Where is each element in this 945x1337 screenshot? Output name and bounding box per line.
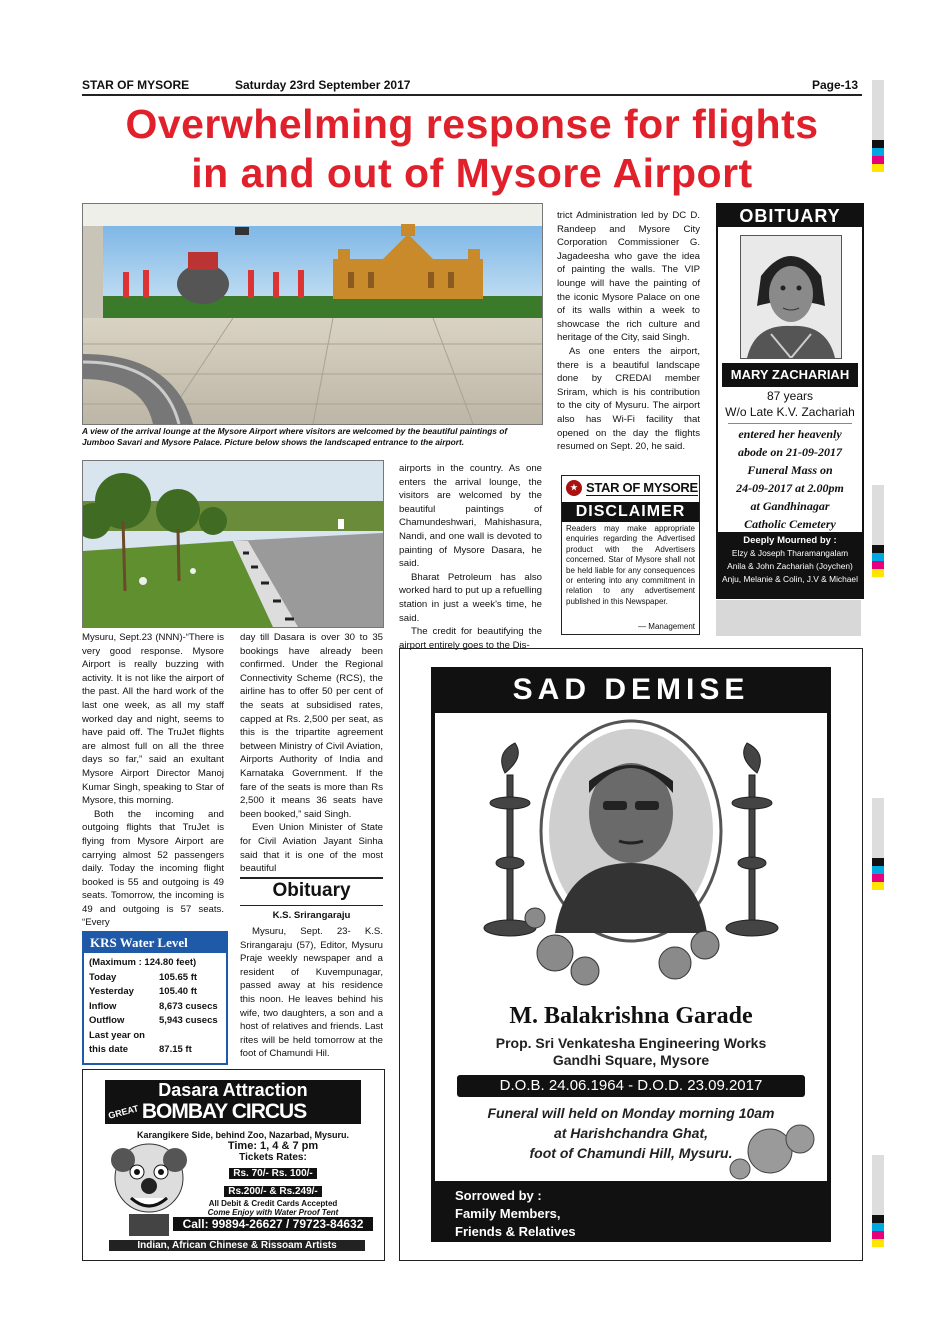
krs-label: this date [89, 1044, 129, 1055]
article-column-2 [240, 631, 383, 876]
circus-phone: Call: 99894-26627 / 79723-84632 [173, 1217, 373, 1231]
krs-label: Yesterday [89, 986, 134, 997]
photo-caption: A view of the arrival lounge at the Mysore Airport where visitors are welcomed by the beautiful paintings of Jumboo Savari and Mysore Palace. Picture below shows the landscaped entrance to the airport. [82, 426, 508, 447]
demise-title: SAD DEMISE [512, 673, 750, 706]
circus-attraction: Dasara Attraction [105, 1080, 361, 1100]
obituary-box [716, 203, 864, 599]
krs-value: 105.65 ft [159, 971, 198, 983]
disclaimer-sign: — Management [638, 622, 695, 631]
krs-value: 8,673 cusecs [159, 1000, 218, 1012]
circus-name: BOMBAY CIRCUS [141, 1100, 307, 1123]
sorrowed-by: Family Members, [455, 1206, 561, 1221]
krs-label: Outflow [89, 1015, 125, 1026]
arrival-lounge-photo [82, 203, 543, 425]
circus-rates-title: Tickets Rates: [239, 1152, 307, 1163]
article-paragraph: airports in the country. As one enters the arrival lounge, the visitors are welcomed by the beautiful paintings of Chamundeshwari, Mahishasura, Nandi, and one wall is devoted to painting of Mysore Dasara, he said. [399, 463, 542, 570]
circus-time: Time: 1, 4 & 7 pm [227, 1140, 319, 1152]
mourned-by: Anju, Melanie & Colin, J.V & Michael [722, 574, 858, 584]
registration-marks [872, 1155, 884, 1247]
obituary-detail: Funeral Mass on [747, 463, 833, 477]
krs-value: 87.15 ft [159, 1044, 192, 1055]
registration-marks [872, 80, 884, 172]
article-column-4 [557, 209, 700, 454]
grey-panel [716, 600, 861, 636]
obituary-name: K.S. Srirangaraju [272, 910, 351, 921]
mourned-by: Elzy & Joseph Tharamangalam [731, 548, 849, 558]
issue-date: Saturday 23rd September 2017 [235, 78, 411, 92]
obituary-detail: Catholic Cemetery [744, 517, 836, 531]
circus-artists: Indian, African Chinese & Rissoam Artists [109, 1240, 365, 1251]
krs-value: 105.40 ft [159, 986, 198, 997]
registration-marks [872, 798, 884, 890]
deceased-business: Prop. Sri Venkatesha Engineering Works [495, 1035, 767, 1051]
disclaimer-box [561, 475, 700, 635]
obituary-heading: Obituary [272, 880, 351, 901]
memorial-artwork [435, 713, 827, 1013]
headline-line-1: Overwhelming response for flights [125, 101, 819, 147]
deceased-name: MARY ZACHARIAH [722, 363, 858, 387]
article-column-1 [82, 631, 224, 930]
obituary-rule [240, 905, 383, 906]
circus-rates: Rs.200/- & Rs.249/- [224, 1186, 322, 1197]
krs-last-year-label: Last year on [89, 1029, 145, 1041]
circus-tent: Come Enjoy with Water Proof Tent [207, 1208, 339, 1217]
circus-cards: All Debit & Credit Cards Accepted [208, 1199, 338, 1208]
registration-marks [872, 485, 884, 577]
portrait-photo [740, 235, 842, 359]
deceased-age: 87 years [766, 389, 814, 403]
mourned-title: Deeply Mourned by : [743, 535, 837, 546]
deceased-address: Gandhi Square, Mysore [552, 1052, 710, 1068]
article-paragraph: As one enters the airport, there is a beautiful landscape done by CREDAI member Sriram, which is his contribution to the city of Mysuru. The airport also has Wi-Fi facility that opened on the day the flights resumed on Sept. 20, he said. [557, 345, 700, 453]
obituary-title: OBITUARY [718, 205, 862, 227]
krs-label: Inflow [89, 1000, 117, 1012]
funeral-info: Funeral will held on Monday morning 10am [487, 1105, 775, 1121]
obituary-detail: at Gandhinagar [750, 499, 830, 513]
page-number: Page-13 [812, 78, 859, 92]
life-dates: D.O.B. 24.06.1964 - D.O.D. 23.09.2017 [457, 1075, 805, 1097]
disclaimer-text: Readers may make appropriate enquiries regarding the Advertised product with the Advertisers concerned. Star of Mysore shall not be held liable for any consequences or entering into any commitment in relation to any advertisement published in this Newspaper. [566, 524, 695, 606]
article-paragraph: day till Dasara is over 30 to 35 bookings have already been confirmed. Under the Regional Connectivity Scheme (RCS), the airline has to offer 50 per cent of the seats at subsidised rates, capped at Rs. 2,500 per seat, as this is the tripartite agreement between Ministry of Civil Aviation, Airports Authority of India and Karnataka Government. If the fare of the seats is more than Rs 2,500 it means 36 seats have been booked,” said Singh. [240, 632, 383, 820]
headline-line-2: in and out of Mysore Airport [191, 150, 753, 196]
article-paragraph: Mysuru, Sept. 23- K.S. Srirangaraju (57), Editor, Mysuru Praje weekly newspaper and a resident of Kuvempunagar, passed away at his residence this noon. He leaves behind his wife, two daughters, a son and a host of relatives and friends. Last rites will be held tomorrow at the foot of Chamundi Hil. [240, 926, 383, 1060]
krs-label: Today [89, 971, 117, 983]
circus-great: GREAT [107, 1103, 140, 1121]
krs-maximum: (Maximum : 124.80 feet) [89, 957, 197, 968]
disclaimer-brand: STAR OF MYSORE [586, 480, 698, 495]
sorrowed-by: Sorrowed by : [455, 1188, 542, 1203]
flower-decoration [435, 1111, 827, 1181]
circus-advertisement [82, 1069, 385, 1261]
disclaimer-title: DISCLAIMER [562, 502, 699, 522]
funeral-info: foot of Chamundi Hill, Mysuru. [529, 1145, 733, 1161]
article-paragraph: The credit for beautifying the airport entirely goes to the Dis- [399, 626, 542, 651]
obituary-detail: entered her heavenly [738, 427, 842, 441]
deceased-relation: W/o Late K.V. Zachariah [725, 405, 855, 419]
article-paragraph: Mysuru, Sept.23 (NNN)-“There is very good response. Mysore Airport is really buzzing with activity. It is not like the airport of the past. All the hard work of the last one week, as all my staff worked day and night, seems to have paid off. The TruJet flights are almost full on all the three days so far,” said an exultant Mysore Airport Director Manoj Kumar Singh, speaking to Star of Mysore, this morning. [82, 632, 224, 807]
circus-location: Karangikere Side, behind Zoo, Nazarbad, Mysuru. [136, 1130, 350, 1140]
article-paragraph: Even Union Minister of State for Civil Aviation Jayant Sinha said that it is one of the most beautiful [240, 822, 383, 875]
article-paragraph: Both the incoming and outgoing flights that TruJet is flying from Mysore Airport are carrying almost 52 passengers daily. Today the incoming flight booked is 55 and outgoing is 49 seats. Tomorrow, the incoming is 49 and outgoing is 57 seats. “Every [82, 808, 224, 929]
obituary-detail: abode on 21-09-2017 [738, 445, 842, 459]
obituary-text [240, 925, 383, 1061]
article-paragraph: Bharat Petroleum has also worked hard to put up a refuelling station in just a week's time, he said. [399, 571, 542, 624]
headline [82, 100, 862, 198]
header-rule [82, 94, 862, 96]
paper-name: STAR OF MYSORE [82, 78, 190, 92]
funeral-info: at Harishchandra Ghat, [553, 1125, 709, 1141]
demise-frame [431, 667, 831, 1242]
demise-panel [435, 713, 827, 1181]
airport-entrance-photo [82, 460, 384, 628]
deceased-name: M. Balakrishna Garade [509, 1003, 753, 1029]
article-paragraph: trict Administration led by DC D. Randeep and Mysore City Corporation Commissioner G. Jagadeesha who gave the idea of painting the walls. The VIP lounge will have the painting of the iconic Mysore Palace on one of its walls within a week to showcase the rich culture and heritage of the City, said Singh. [557, 210, 700, 344]
obituary-detail: 24-09-2017 at 2.00pm [736, 481, 844, 495]
krs-title: KRS Water Level [84, 933, 226, 953]
article-column-3 [399, 462, 542, 652]
circus-rates: Rs. 70/- Rs. 100/- [229, 1168, 316, 1179]
sorrowed-by: Friends & Relatives [455, 1224, 576, 1239]
krs-water-level-box [82, 931, 228, 1065]
sad-demise-advertisement [399, 648, 863, 1261]
star-emblem-icon: ★ [566, 480, 582, 496]
krs-value: 5,943 cusecs [159, 1015, 218, 1026]
obituary-rule [240, 877, 383, 879]
divider [728, 423, 852, 424]
mourned-by: Anila & John Zachariah (Joychen) [727, 561, 853, 571]
